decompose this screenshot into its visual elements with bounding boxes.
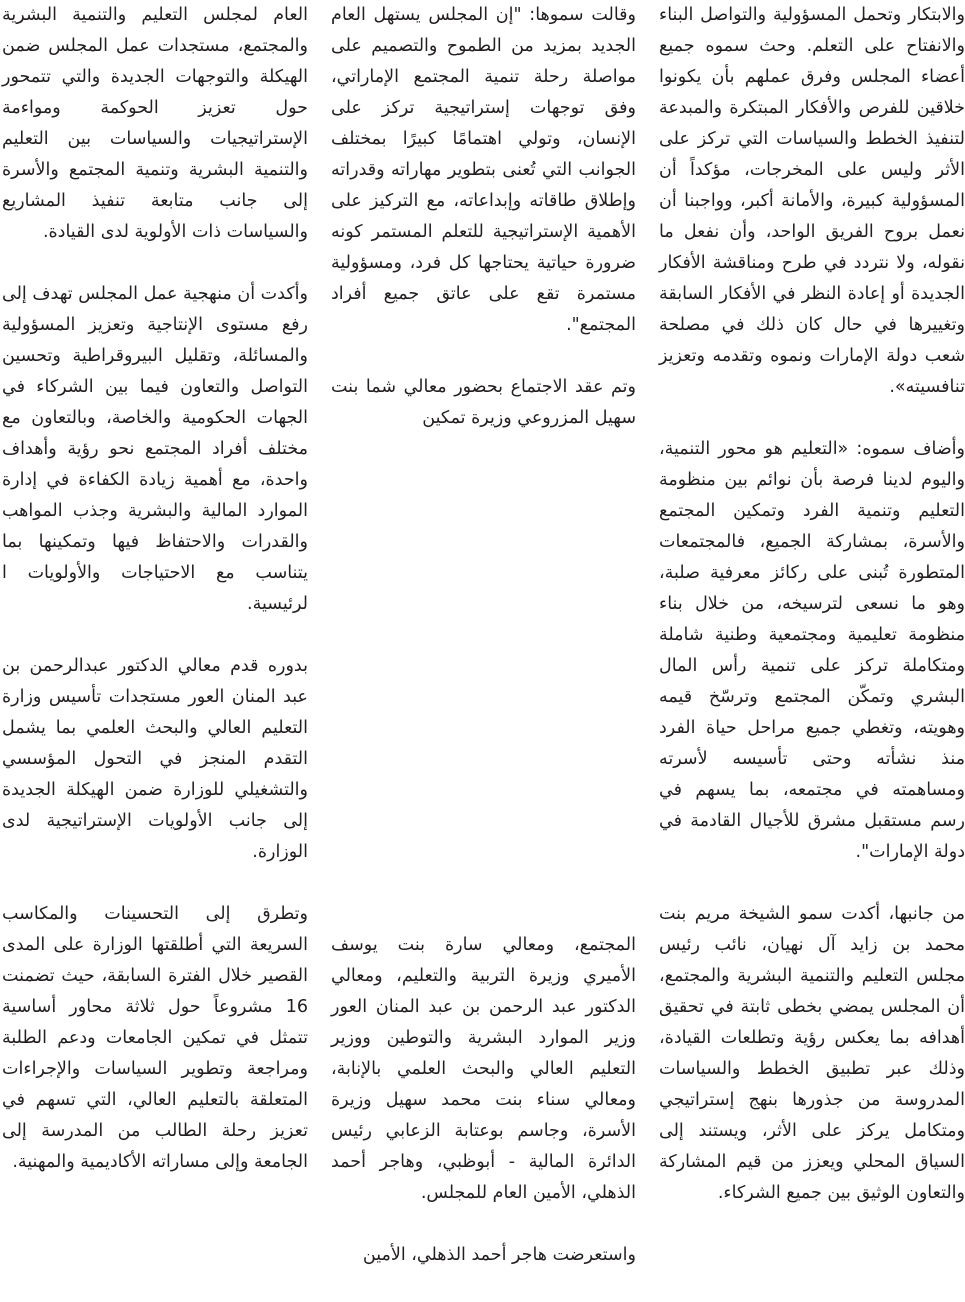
paragraph: وأضاف سموه: «التعليم هو محور التنمية، واليوم لدينا فرصة بأن نوائم بين منظومة التعليم وتنمية الفرد وتمكين المجتمع والأسرة، بمشاركة الجميع، فالمجتمعات المتطورة تُبنى على ركائز معرفية صلبة، وهو ما نسعى لترسيخه، من خلال بناء منظومة تعليمية ومجتمعية وطنية شاملة ومتكاملة تركز على تنمية رأس المال البشري وتمكّن المجتمع وترسّخ قيمه وهويته، وتغطي جميع مراحل حياة الفرد منذ نشأته وحتى تأسيسه لأسرته ومساهمته في مجتمعه، بما يسهم في رسم مستقبل مشرق للأجيال القادمة في دولة الإمارات". [659, 439, 965, 862]
article-column-right [659, 0, 965, 1240]
article-column-middle-continued [331, 930, 636, 1302]
article-column-middle [331, 0, 636, 465]
paragraph: وتم عقد الاجتماع بحضور معالي شما بنت سهيل المزروعي وزيرة تمكين [331, 377, 636, 428]
paragraph: العام لمجلس التعليم والتنمية البشرية والمجتمع، مستجدات عمل المجلس ضمن الهيكلة والتوجهات الجديدة والتي تتمحور حول تعزيز الحوكمة ومواءمة الإستراتيجيات والسياسات بين التعليم والتنمية البشرية وتنمية المجتمع والأسرة إلى جانب متابعة تنفيذ المشاريع والسياسات ذات الأولوية لدى القيادة. [2, 5, 308, 242]
paragraph: والابتكار وتحمل المسؤولية والتواصل البناء والانفتاح على التعلم. وحث سموه جميع أعضاء المجلس وفرق عملهم بأن يكونوا خلاقين للفرص والأفكار المبتكرة والمبدعة لتنفيذ الخطط والسياسات التي تركز على الأثر وليس على المخرجات، مؤكداً أن المسؤولية كبيرة، والأمانة أكبر، وواجبنا أن نعمل بروح الفريق الواحد، وأن نفعل ما نقوله، ولا نتردد في طرح ومناقشة الأفكار الجديدة أو إعادة النظر في الأفكار السابقة وتغييرها في حال كان ذلك في مصلحة شعب دولة الإمارات ونموه وتقدمه وتعزيز تنافسيته». [659, 5, 965, 397]
paragraph: من جانبها، أكدت سمو الشيخة مريم بنت محمد بن زايد آل نهيان، نائب رئيس مجلس التعليم والتنمية البشرية والمجتمع، أن المجلس يمضي بخطى ثابتة في تحقيق أهدافه بما يعكس رؤية وتطلعات القيادة، وذلك عبر تطبيق الخطط والسياسات المدروسة من جذورها بنهج إستراتيجي ومتكامل يركز على الأثر، ويستند إلى السياق المحلي ويعزز من قيم المشاركة والتعاون الوثيق بين جميع الشركاء. [659, 904, 965, 1203]
paragraph: المجتمع، ومعالي سارة بنت يوسف الأميري وزيرة التربية والتعليم، ومعالي الدكتور عبد الرحمن بن عبد المنان العور وزير الموارد البشرية والتوطين ووزير التعليم العالي والبحث العلمي بالإنابة، ومعالي سناء بنت محمد سهيل وزيرة الأسرة، وجاسم بوعتابة الزعابي رئيس الدائرة المالية - أبوظبي، وهاجر أحمد الذهلي، الأمين العام للمجلس. [331, 935, 636, 1203]
paragraph: وتطرق إلى التحسينات والمكاسب السريعة التي أطلقتها الوزارة على المدى القصير خلال الفترة السابقة، حيث تضمنت 16 مشروعاً حول ثلاثة محاور أساسية تتمثل في تمكين الجامعات ودعم الطلبة ومراجعة وتطوير السياسات والإجراءات المتعلقة بالتعليم العالي، التي تسهم في تعزيز رحلة الطالب من المدرسة إلى الجامعة وإلى مساراته الأكاديمية والمهنية. [2, 904, 308, 1172]
paragraph: وأكدت أن منهجية عمل المجلس تهدف إلى رفع مستوى الإنتاجية وتعزيز المسؤولية والمسائلة، وتقليل البيروقراطية وتحسين التواصل والتعاون فيما بين الشركاء في الجهات الحكومية والخاصة، وبالتعاون مع مختلف أفراد المجتمع نحو رؤية وأهداف واحدة، مع أهمية زيادة الكفاءة في إدارة الموارد المالية والبشرية وجذب المواهب والقدرات والاحتفاظ فيها وتمكينها بما يتناسب مع الاحتياجات والأولويات ا لرئيسية. [2, 284, 308, 614]
article-column-left [2, 0, 308, 1209]
paragraph: بدوره قدم معالي الدكتور عبدالرحمن بن عبد المنان العور مستجدات تأسيس وزارة التعليم العالي والبحث العلمي بما يشمل التقدم المنجز في التحول المؤسسي والتشغيلي للوزارة ضمن الهيكلة الجديدة إلى جانب الأولويات الإستراتيجية لدى الوزارة. [2, 656, 308, 862]
paragraph: وقالت سموها: "إن المجلس يستهل العام الجديد بمزيد من الطموح والتصميم على مواصلة رحلة تنمية المجتمع الإماراتي، وفق توجهات إستراتيجية تركز على الإنسان، وتولي اهتمامًا كبيرًا بمختلف الجوانب التي تُعنى بتطوير مهاراته وقدراته وإطلاق طاقاته وإبداعاته، مع التركيز على الأهمية الإستراتيجية للتعلم المستمر كونه ضرورة حياتية يحتاجها كل فرد، ومسؤولية مستمرة تقع على عاتق جميع أفراد المجتمع". [331, 5, 636, 335]
paragraph: واستعرضت هاجر أحمد الذهلي، الأمين [362, 1245, 636, 1265]
